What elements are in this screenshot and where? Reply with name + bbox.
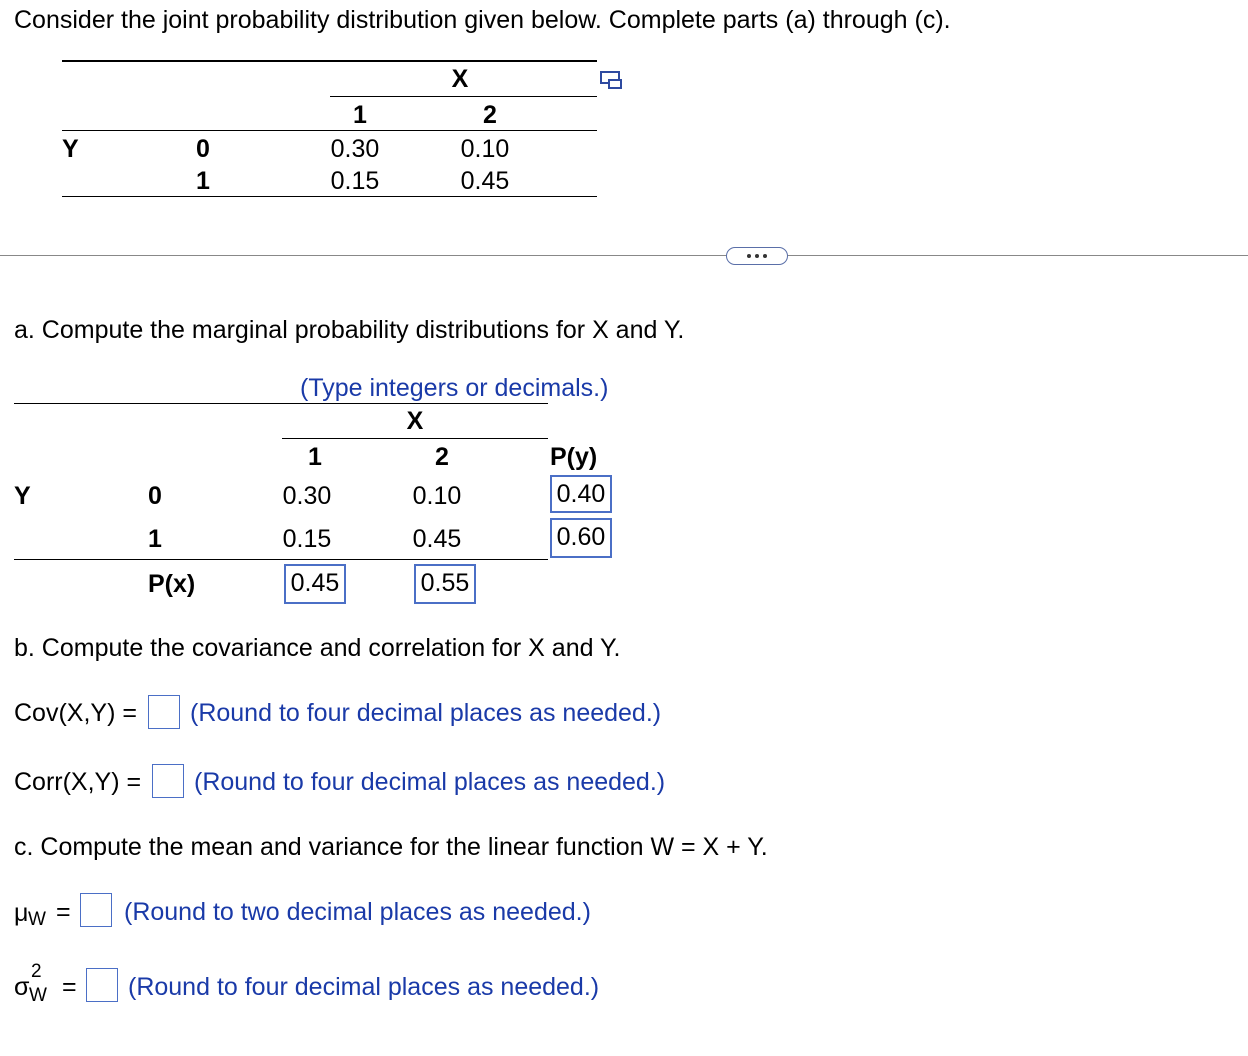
dot-icon [755, 254, 759, 258]
y-value-1: 1 [148, 525, 162, 553]
table-rule-bottom [62, 196, 597, 197]
part-b-prompt: b. Compute the covariance and correlation for X and Y. [14, 634, 621, 662]
cov-hint: (Round to four decimal places as needed.) [190, 699, 662, 727]
mu-equals: = [56, 898, 71, 926]
x-header-rule [282, 438, 548, 439]
cell-y0-x1: 0.30 [282, 482, 332, 510]
variance-hint: (Round to four decimal places as needed.) [128, 973, 600, 1001]
table-rule-bottom [14, 559, 548, 560]
table-rule-top [62, 60, 597, 62]
variance-input[interactable] [86, 968, 118, 1002]
cell-y0-x2: 0.10 [412, 482, 462, 510]
copy-icon[interactable] [598, 68, 626, 92]
cell-y0-x2: 0.10 [460, 135, 510, 163]
py-header: P(y) [550, 443, 598, 471]
table-rule-top [14, 403, 548, 404]
cov-input[interactable] [148, 695, 180, 729]
x-header-rule [330, 96, 597, 97]
x-header: X [451, 65, 469, 93]
part-c-prompt: c. Compute the mean and variance for the linear function W = X + Y. [14, 833, 768, 861]
cell-y1-x2: 0.45 [412, 525, 462, 553]
x-header: X [406, 407, 424, 435]
x-value-1: 1 [353, 101, 367, 129]
cov-label: Cov(X,Y) = [14, 699, 137, 727]
cell-y1-x1: 0.15 [330, 167, 380, 195]
y-value-1: 1 [196, 167, 210, 195]
cell-y1-x1: 0.15 [282, 525, 332, 553]
section-divider [0, 255, 1248, 256]
y-value-0: 0 [148, 482, 162, 510]
y-header: Y [62, 135, 79, 163]
x-value-2: 2 [435, 443, 449, 471]
sigma-equals: = [62, 973, 77, 1001]
y-header: Y [14, 482, 31, 510]
px-label: P(x) [148, 570, 196, 598]
mu-subscript: W [28, 909, 46, 930]
mean-input[interactable] [80, 893, 112, 927]
sigma-superscript: 2 [31, 961, 42, 982]
mean-hint: (Round to two decimal places as needed.) [124, 898, 591, 926]
cell-y1-x2: 0.45 [460, 167, 510, 195]
column-header-rule [62, 130, 597, 131]
question-intro: Consider the joint probability distribution given below. Complete parts (a) through (c). [14, 6, 951, 34]
part-a-prompt: a. Compute the marginal probability distributions for X and Y. [14, 316, 685, 344]
cell-y0-x1: 0.30 [330, 135, 380, 163]
py-answer-0[interactable]: 0.40 [550, 475, 612, 513]
y-value-0: 0 [196, 135, 210, 163]
py-answer-1[interactable]: 0.60 [550, 518, 612, 558]
corr-hint: (Round to four decimal places as needed.) [194, 768, 666, 796]
sigma-symbol: σ [14, 973, 30, 1001]
x-value-1: 1 [308, 443, 322, 471]
part-a-hint: (Type integers or decimals.) [300, 374, 609, 402]
sigma-subscript: W [29, 985, 47, 1006]
dot-icon [763, 254, 767, 258]
px-answer-1[interactable]: 0.45 [284, 564, 346, 604]
dot-icon [747, 254, 751, 258]
more-options-button[interactable] [726, 247, 788, 265]
px-answer-2[interactable]: 0.55 [414, 564, 476, 604]
corr-label: Corr(X,Y) = [14, 768, 142, 796]
x-value-2: 2 [483, 101, 497, 129]
mu-symbol: μ [14, 899, 29, 927]
corr-input[interactable] [152, 764, 184, 798]
